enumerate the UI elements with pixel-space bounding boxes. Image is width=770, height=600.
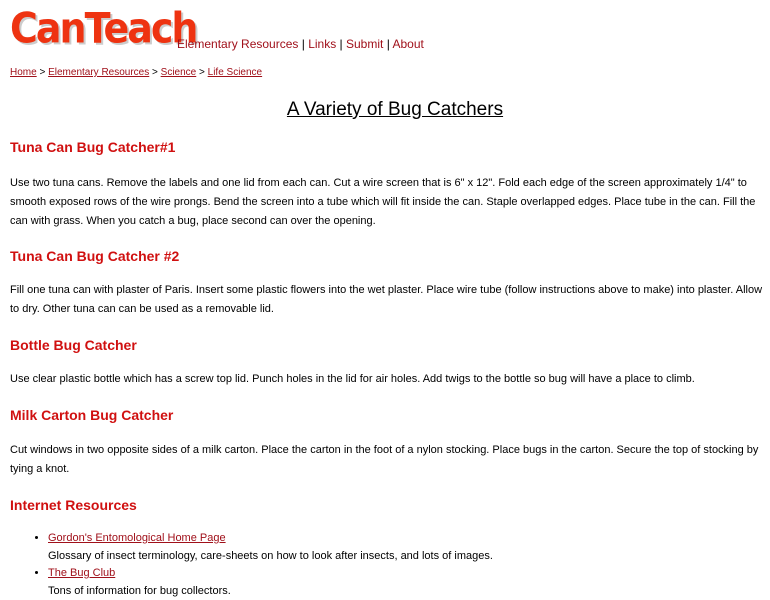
nav-elementary-resources[interactable]: Elementary Resources: [177, 37, 299, 51]
nav-submit[interactable]: Submit: [346, 37, 384, 51]
section-text: Fill one tuna can with plaster of Paris. Insert some plastic flowers into the wet plaster. Place wire tube (follow instructions above to make) into plaster. Allow to dry. Other tuna can can be used as a removable lid.: [10, 284, 763, 315]
nav-links[interactable]: Links: [308, 37, 337, 51]
section-bottle: [10, 337, 770, 389]
resource-desc: Tons of information for bug collectors.: [48, 584, 231, 597]
section-tuna-1: [10, 139, 770, 231]
section-heading: Milk Carton Bug Catcher: [10, 407, 174, 423]
section-tuna-2: [10, 248, 770, 319]
resource-link[interactable]: The Bug Club: [48, 567, 116, 579]
section-milk-carton: [10, 407, 770, 479]
list-item: [48, 530, 770, 565]
canteach-logo[interactable]: CanTeach: [10, 4, 197, 53]
resource-desc: Glossary of insect terminology, care-sheets on how to look after insects, and lots of images.: [48, 549, 493, 562]
section-heading: Tuna Can Bug Catcher#1: [10, 139, 176, 155]
crumb-life-science[interactable]: Life Science: [207, 67, 263, 78]
list-item: [48, 565, 770, 600]
section-heading: Bottle Bug Catcher: [10, 337, 137, 353]
section-heading: Internet Resources: [10, 497, 137, 513]
section-text: Use two tuna cans. Remove the labels and one lid from each can. Cut a wire screen that is 6" x 12". Fold each edge of the screen approximately 1/4" to smooth exposed rows of the wire prongs. Bend the screen into a tube which will fit inside the can. Staple overlapped edges. Place tube in the can. Fill the can with grass. When you catch a bug, place second can over the opening.: [10, 177, 756, 227]
section-text: Use clear plastic bottle which has a screw top lid. Punch holes in the lid for air holes. Add twigs to the bottle so bug will have a place to climb.: [10, 373, 695, 385]
nav-about[interactable]: About: [392, 37, 424, 51]
crumb-science[interactable]: Science: [160, 67, 197, 78]
crumb-home[interactable]: Home: [10, 67, 37, 78]
resource-link[interactable]: Gordon's Entomological Home Page: [48, 532, 226, 544]
section-heading: Tuna Can Bug Catcher #2: [10, 248, 180, 264]
page-title: A Variety of Bug Catchers: [286, 99, 504, 120]
resource-list: [10, 530, 770, 600]
breadcrumb: Home > Elementary Resources > Science > Life Science: [10, 67, 263, 78]
section-text: Cut windows in two opposite sides of a milk carton. Place the carton in the foot of a nylon stocking. Place bugs in the carton. Secure the top of stocking by tying a knot.: [10, 444, 759, 475]
section-internet-resources: [10, 497, 770, 600]
top-nav: Elementary Resources | Links | Submit | About: [177, 37, 424, 51]
crumb-elementary[interactable]: Elementary Resources: [48, 67, 150, 78]
